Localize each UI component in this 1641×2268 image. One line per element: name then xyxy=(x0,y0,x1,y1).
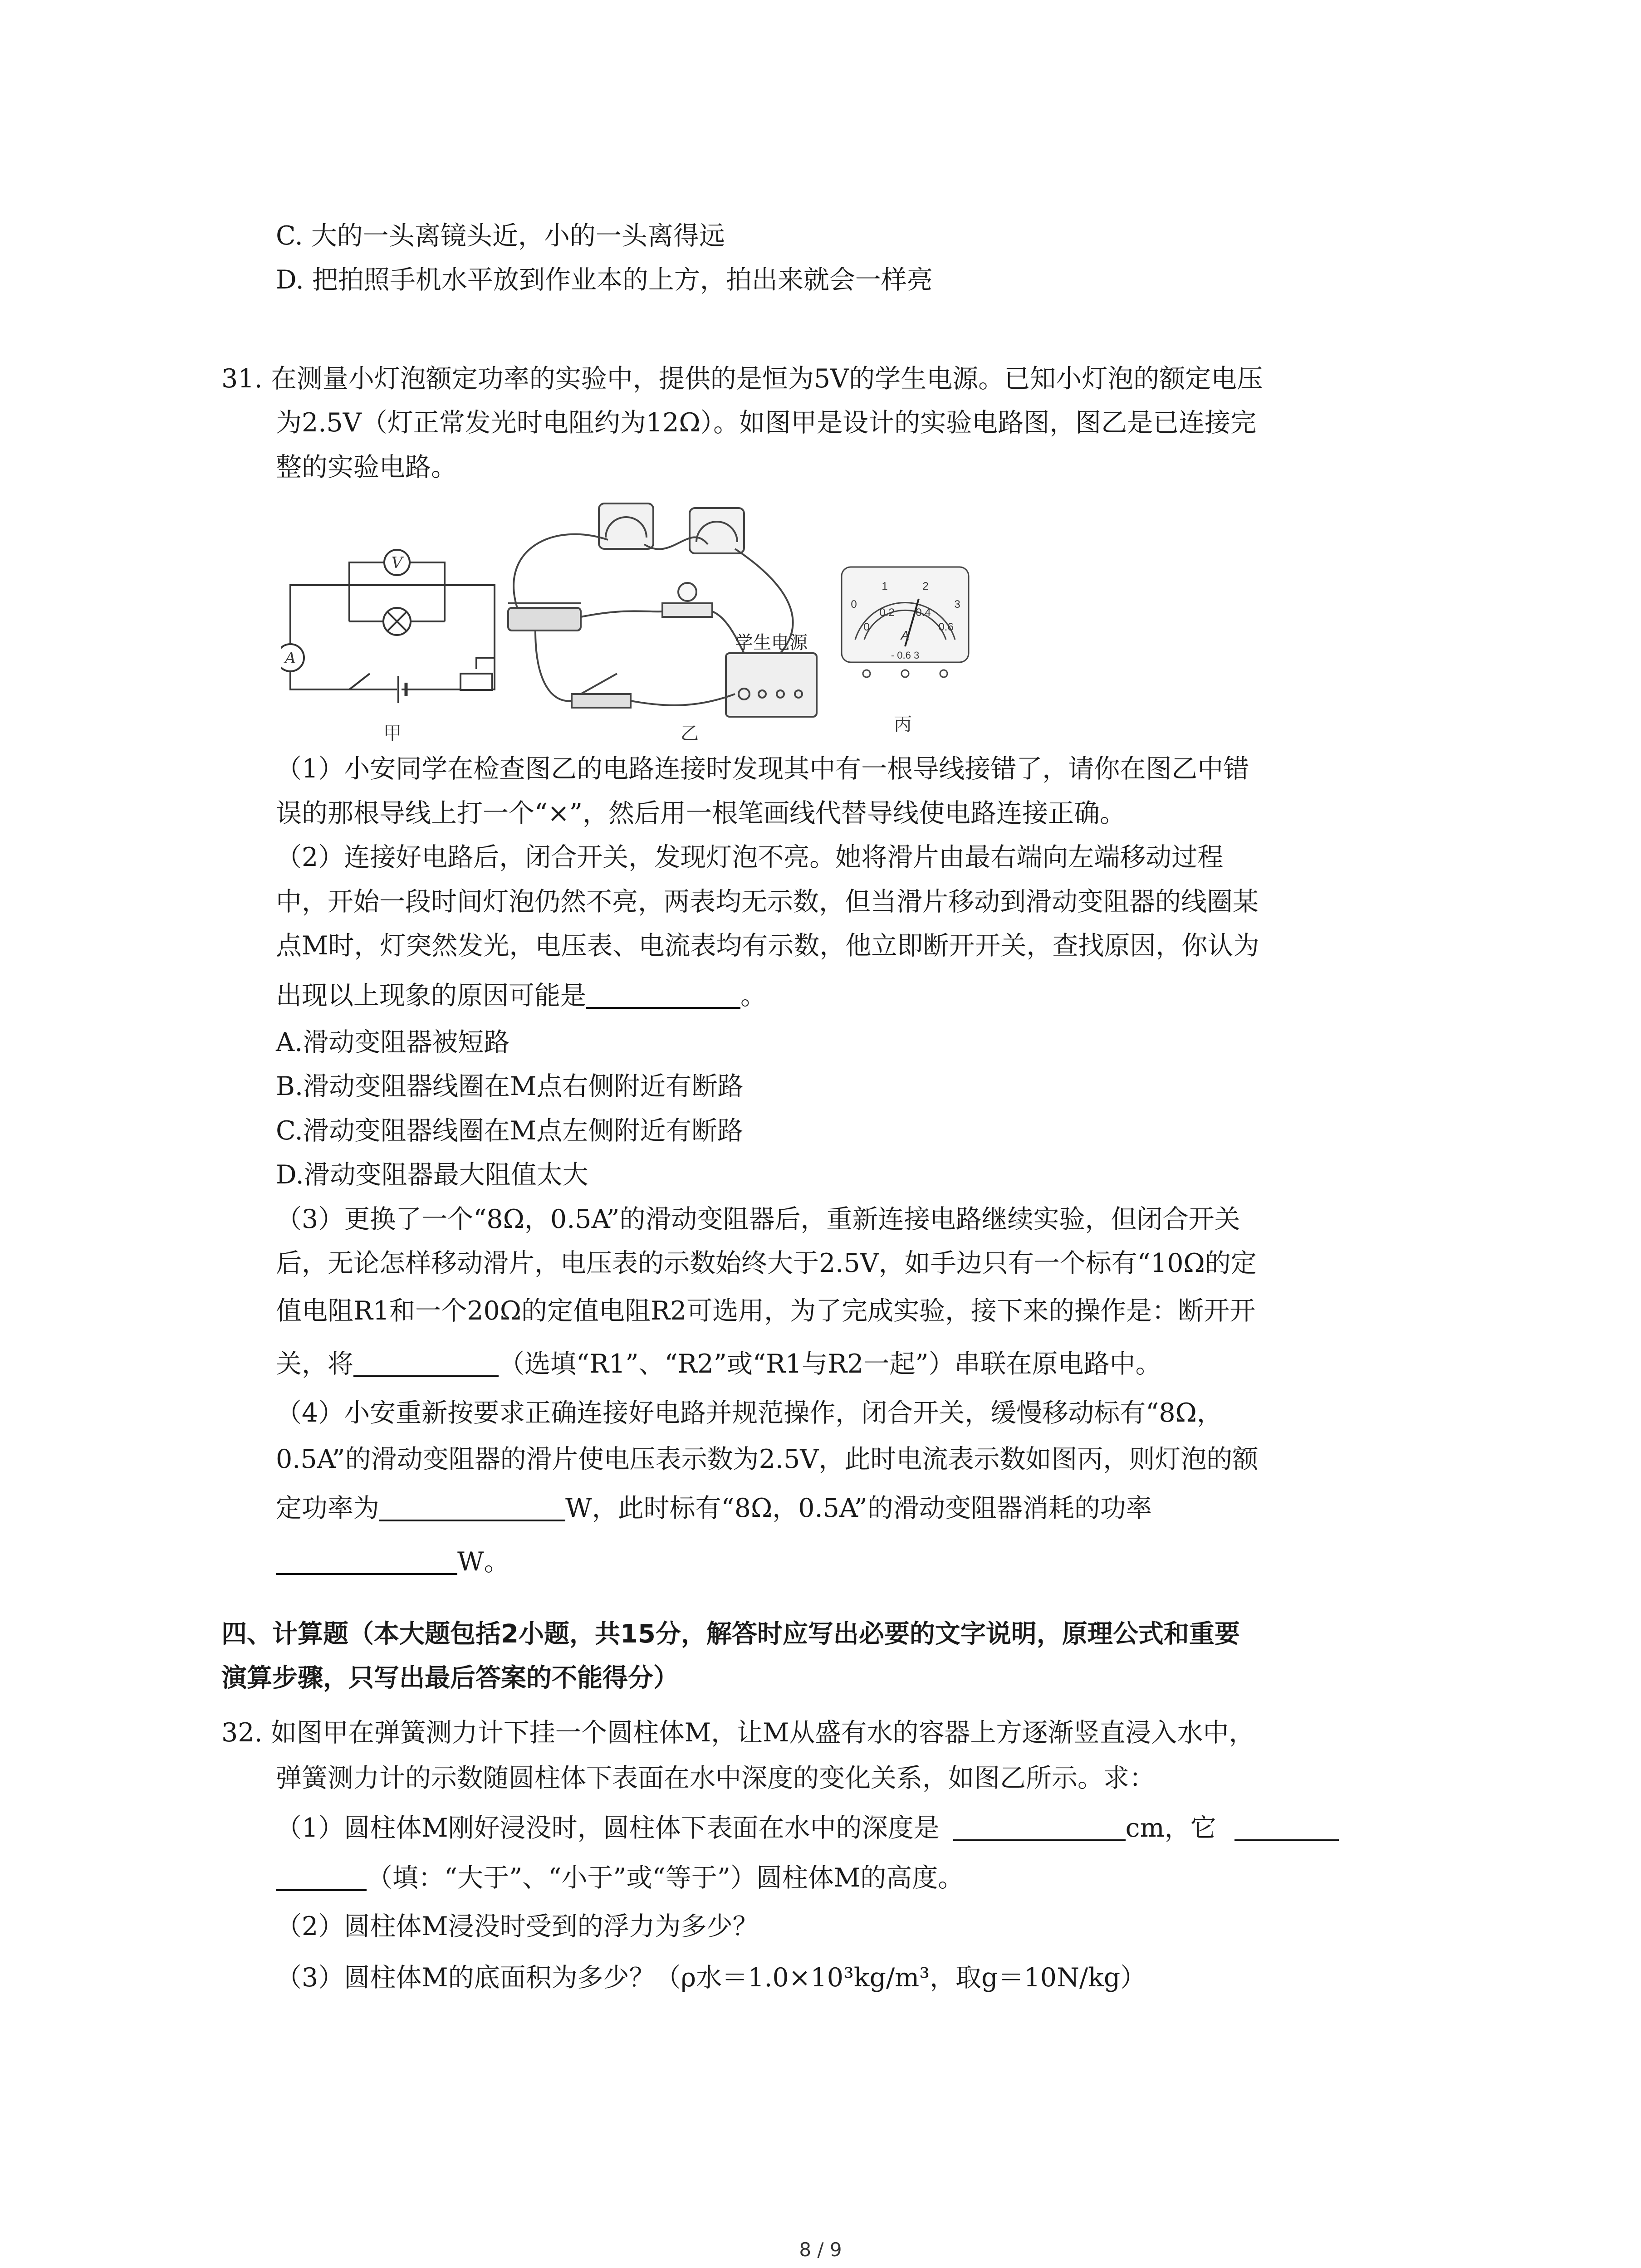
voltmeter-device xyxy=(599,503,653,549)
q31-part4-text-a: 定功率为 xyxy=(276,1493,379,1523)
page-number: 8 / 9 xyxy=(799,2239,842,2261)
q32-compare-answer-blank-b[interactable] xyxy=(276,1864,367,1891)
option-d-prev: D. 把拍照手机水平放到作业本的上方，拍出来就会一样亮 xyxy=(276,265,933,295)
ammeter-label: A xyxy=(284,649,296,667)
q32-part3: （3）圆柱体M的底面积为多少？（ρ水＝1.0×10³kg/m³，取g＝10N/kg） xyxy=(276,1963,1146,1993)
q31-intro-line2: 为2.5V（灯正常发光时电阻约为12Ω）。如图甲是设计的实验电路图，图乙是已连接完 xyxy=(276,408,1257,438)
q31-part2-line4 xyxy=(276,980,766,1012)
figure-label-yi: 乙 xyxy=(681,723,699,744)
voltmeter-label: V xyxy=(391,554,403,572)
dial-tick-bottom-3: 0.6 xyxy=(938,621,954,633)
dial-terminals: - 0.6 3 xyxy=(891,650,920,661)
q31-part3-text-a: 关，将 xyxy=(276,1349,353,1379)
switch-device xyxy=(572,694,631,708)
q31-rheostat-power-blank[interactable] xyxy=(276,1548,457,1575)
q31-option-b: B.滑动变阻器线圈在M点右侧附近有断路 xyxy=(276,1071,744,1101)
q32-intro-line1: 32. 如图甲在弹簧测力计下挂一个圆柱体M，让M从盛有水的容器上方逐渐竖直浸入水中， xyxy=(221,1718,1255,1748)
ammeter-device xyxy=(690,508,744,553)
power-supply-device xyxy=(726,653,817,717)
rheostat-device xyxy=(508,608,581,631)
q31-part3-line1: （3）更换了一个“8Ω，0.5A”的滑动变阻器后，重新连接电路继续实验，但闭合开关 xyxy=(276,1204,1240,1234)
q31-part2-text: 出现以上现象的原因可能是 xyxy=(276,981,586,1011)
q31-part4-line3 xyxy=(276,1492,1152,1524)
q31-option-d: D.滑动变阻器最大阻值太大 xyxy=(276,1160,588,1190)
circuit-diagram-jia xyxy=(281,550,495,703)
q32-compare-answer-blank-a[interactable] xyxy=(1234,1814,1339,1841)
q31-part4-end: W。 xyxy=(457,1547,510,1577)
q31-part3-text-b: （选填“R1”、“R2”或“R1与R2一起”）串联在原电路中。 xyxy=(499,1349,1161,1379)
q32-part2: （2）圆柱体M浸没时受到的浮力为多少？ xyxy=(276,1911,759,1941)
q31-part2-line1: （2）连接好电路后，闭合开关，发现灯泡不亮。她将滑片由最右端向左端移动过程 xyxy=(276,842,1224,872)
q31-part4-line2: 0.5A”的滑动变阻器的滑片使电压表示数为2.5V，此时电流表示数如图丙，则灯泡的额 xyxy=(276,1444,1259,1474)
dial-tick-top-0: 0 xyxy=(851,598,857,611)
q31-part3-answer-blank[interactable] xyxy=(353,1350,499,1377)
q32-part1-text-a: （1）圆柱体M刚好浸没时，圆柱体下表面在水中的深度是 xyxy=(276,1813,940,1843)
q31-part4-text-b: W，此时标有“8Ω，0.5A”的滑动变阻器消耗的功率 xyxy=(565,1493,1152,1523)
q31-power-answer-blank[interactable] xyxy=(379,1494,565,1521)
section4-heading-line2: 演算步骤，只写出最后答案的不能得分） xyxy=(221,1663,679,1693)
circuit-photo-yi xyxy=(508,503,817,717)
dial-tick-top-1: 1 xyxy=(882,580,888,592)
q31-part1-line2: 误的那根导线上打一个“×”，然后用一根笔画线代替导线使电路连接正确。 xyxy=(276,798,1126,828)
q31-part2-line3: 点M时，灯突然发光，电压表、电流表均有示数，他立即断开开关，查找原因，你认为 xyxy=(276,931,1259,961)
q31-option-c: C.滑动变阻器线圈在M点左侧附近有断路 xyxy=(276,1116,744,1146)
q31-part2-end: 。 xyxy=(740,981,766,1011)
q32-part1-line2 xyxy=(276,1862,964,1894)
rheostat-symbol xyxy=(460,674,492,690)
q31-part1-line1: （1）小安同学在检查图乙的电路连接时发现其中有一根导线接错了，请你在图乙中错 xyxy=(276,754,1249,784)
q31-option-a: A.滑动变阻器被短路 xyxy=(276,1027,510,1057)
dial-tick-bottom-0: 0 xyxy=(863,621,870,633)
q32-intro-line2: 弹簧测力计的示数随圆柱体下表面在水中深度的变化关系，如图乙所示。求： xyxy=(276,1763,1155,1793)
q31-part4-line1: （4）小安重新按要求正确连接好电路并规范操作，闭合开关，缓慢移动标有“8Ω， xyxy=(276,1398,1223,1428)
q31-part3-line3: 值电阻R1和一个20Ω的定值电阻R2可选用，为了完成实验，接下来的操作是：断开开 xyxy=(276,1296,1256,1326)
dial-tick-bottom-1: 0.2 xyxy=(879,606,895,619)
dial-tick-top-2: 2 xyxy=(922,580,929,592)
power-supply-label: 学生电源 xyxy=(735,632,808,653)
q32-depth-answer-blank[interactable] xyxy=(953,1814,1126,1841)
q31-part2-answer-blank[interactable] xyxy=(586,982,740,1009)
q31-part3-line2: 后，无论怎样移动滑片，电压表的示数始终大于2.5V，如手边只有一个标有“10Ω的定 xyxy=(276,1248,1257,1278)
figure-label-jia: 甲 xyxy=(383,723,402,744)
q32-part1-text-b: cm，它 xyxy=(1125,1813,1216,1843)
dial-tick-bottom-2: 0.4 xyxy=(916,606,931,619)
q31-part4-line4 xyxy=(276,1546,510,1578)
q31-figure xyxy=(281,494,971,748)
q31-intro-line1: 31. 在测量小灯泡额定功率的实验中，提供的是恒为5V的学生电源。已知小灯泡的额定电压 xyxy=(221,364,1263,394)
figure-label-bing: 丙 xyxy=(894,714,912,735)
q31-part3-line4 xyxy=(276,1348,1161,1380)
option-c-prev: C. 大的一头离镜头近，小的一头离得远 xyxy=(276,221,725,251)
q32-part1-text-c: （填：“大于”、“小于”或“等于”）圆柱体M的高度。 xyxy=(367,1863,964,1893)
q32-part1-line1 xyxy=(276,1812,1339,1844)
dial-unit: A xyxy=(901,628,910,642)
lamp-device xyxy=(662,603,712,617)
dial-tick-top-3: 3 xyxy=(954,598,960,611)
section4-heading-line1: 四、计算题（本大题包括2小题，共15分，解答时应写出必要的文字说明，原理公式和重要 xyxy=(221,1619,1240,1649)
q31-part2-line2: 中，开始一段时间灯泡仍然不亮，两表均无示数，但当滑片移动到滑动变阻器的线圈某 xyxy=(276,887,1259,917)
q31-intro-line3: 整的实验电路。 xyxy=(276,452,457,482)
